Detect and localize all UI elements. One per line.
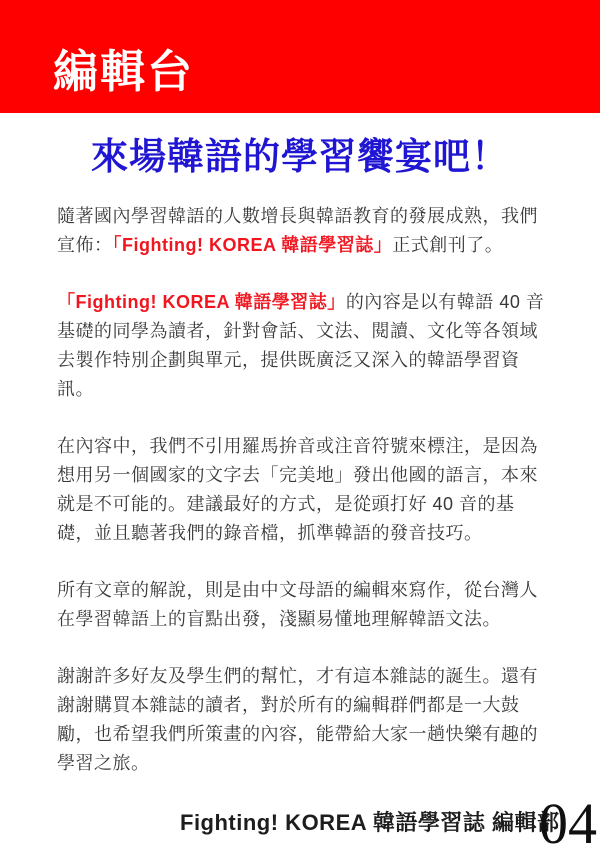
paragraph-thanks: 謝謝許多好友及學生們的幫忙，才有這本雜誌的誕生。還有謝謝購買本雜誌的讀者，對於所有的編輯群們都是一大鼓勵，也希望我們所策畫的內容，能帶給大家一趟快樂有趣的學習之旅。 [57,666,538,773]
announcement-text: 隨著國內學習韓語的人數增長與韓語教育的發展成熟，我們宣佈： [57,206,538,255]
section-title: 編輯台 [53,47,195,97]
article-title: 來場韓語的學習饗宴吧！ [91,137,509,178]
announcement-tail: 正式創刊了。 [392,235,504,255]
paragraph-pronunciation-policy: 在內容中，我們不引用羅馬拚音或注音符號來標注，是因為想用另一個國家的文字去「完美地」發出他國的語言，本來就是不可能的。建議最好的方式，是從頭打好 40 音的基礎，並且聽著我們的錄音檔，抓準韓語的發音技巧。 [57,436,538,543]
overview-text: 的內容是以有韓語 40 音基礎的同學為讀者，針對會話、文法、閱讀、文化等各領域去製作特別企劃與單元，提供既廣泛又深入的韓語學習資訊。 [57,292,545,399]
article-body [57,202,560,837]
header-band [0,0,600,113]
magazine-name-highlight: 「Fighting! KOREA 韓語學習誌」 [112,235,393,255]
paragraph-content-overview [57,288,545,404]
paragraph-announcement [57,202,545,260]
page-number: 04 [539,791,597,848]
paragraph-editors-approach: 所有文章的解說，則是由中文母語的編輯來寫作，從台灣人在學習韓語上的盲點出發，淺顯易懂地理解韓語文法。 [57,580,538,629]
magazine-name-highlight: 「Fighting! KOREA 韓語學習誌」 [57,292,346,312]
editorial-signature: Fighting! KOREA 韓語學習誌 編輯部 [180,810,560,835]
